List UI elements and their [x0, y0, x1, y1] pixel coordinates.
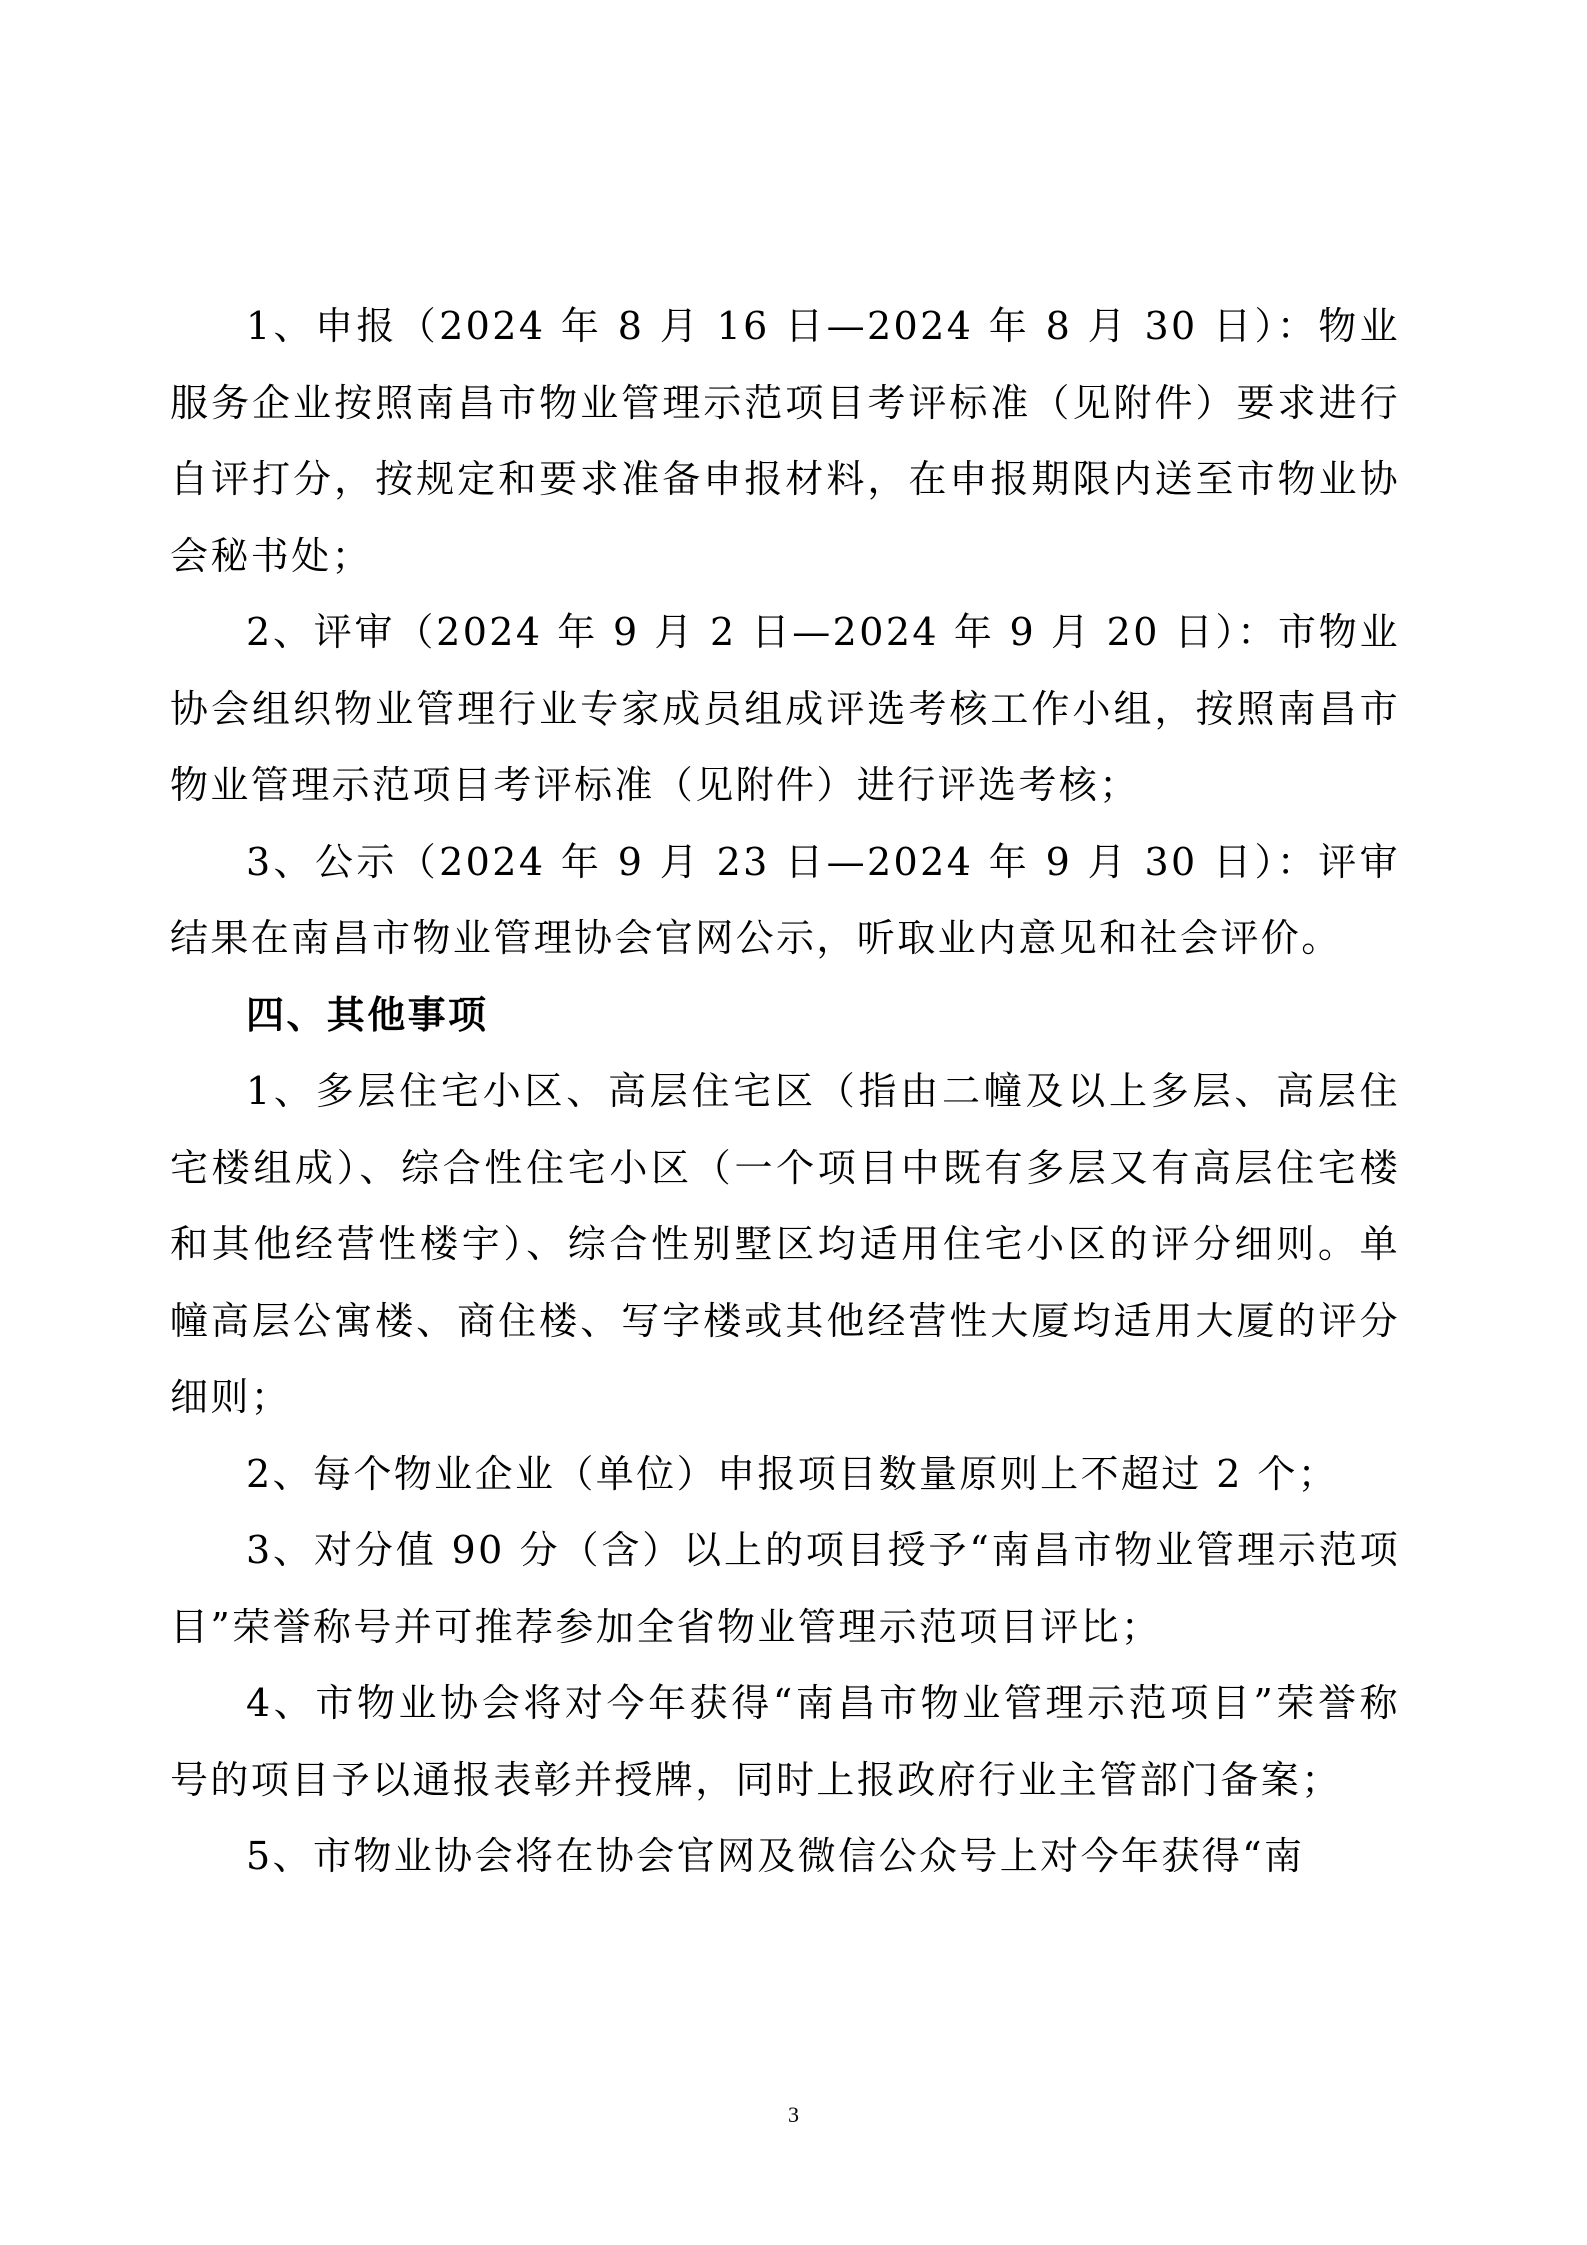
paragraph-item-2: 2、每个物业企业（单位）申报项目数量原则上不超过 2 个；: [246, 1451, 1339, 1496]
paragraph-item-5: 5、市物业协会将在协会官网及微信公众号上对今年获得“南: [246, 1834, 1305, 1878]
paragraph-item-3: 3、对分值 90 分（含）以上的项目授予“南昌市物业管理示范项目”荣誉称号并可推荐参加全省物业管理示范项目评比；: [170, 1528, 1400, 1649]
document-body: [170, 288, 1400, 1895]
paragraph-item-4: 4、市物业协会将对今年获得“南昌市物业管理示范项目”荣誉称号的项目予以通报表彰并授牌，同时上报政府行业主管部门备案；: [170, 1681, 1400, 1802]
paragraph-review: 2、评审（2024 年 9 月 2 日—2024 年 9 月 20 日）：市物业协会组织物业管理行业专家成员组成评选考核工作小组，按照南昌市物业管理示范项目考评标准（见附件）进行评选考核；: [170, 610, 1400, 807]
section-heading-other-matters: 四、其他事项: [246, 992, 489, 1037]
paragraph-item-1: 1、多层住宅小区、高层住宅区（指由二幢及以上多层、高层住宅楼组成）、综合性住宅小区（一个项目中既有多层又有高层住宅楼和其他经营性楼宇）、综合性别墅区均适用住宅小区的评分细则。单幢高层公寓楼、商住楼、写字楼或其他经营性大厦均适用大厦的评分细则；: [170, 1069, 1400, 1419]
paragraph-publicity: 3、公示（2024 年 9 月 23 日—2024 年 9 月 30 日）：评审结果在南昌市物业管理协会官网公示，听取业内意见和社会评价。: [170, 839, 1400, 960]
paragraph-declare: 1、申报（2024 年 8 月 16 日—2024 年 8 月 30 日）：物业服务企业按照南昌市物业管理示范项目考评标准（见附件）要求进行自评打分，按规定和要求准备申报材料，在申报期限内送至市物业协会秘书处；: [170, 304, 1400, 578]
page-number: 3: [788, 2102, 799, 2127]
